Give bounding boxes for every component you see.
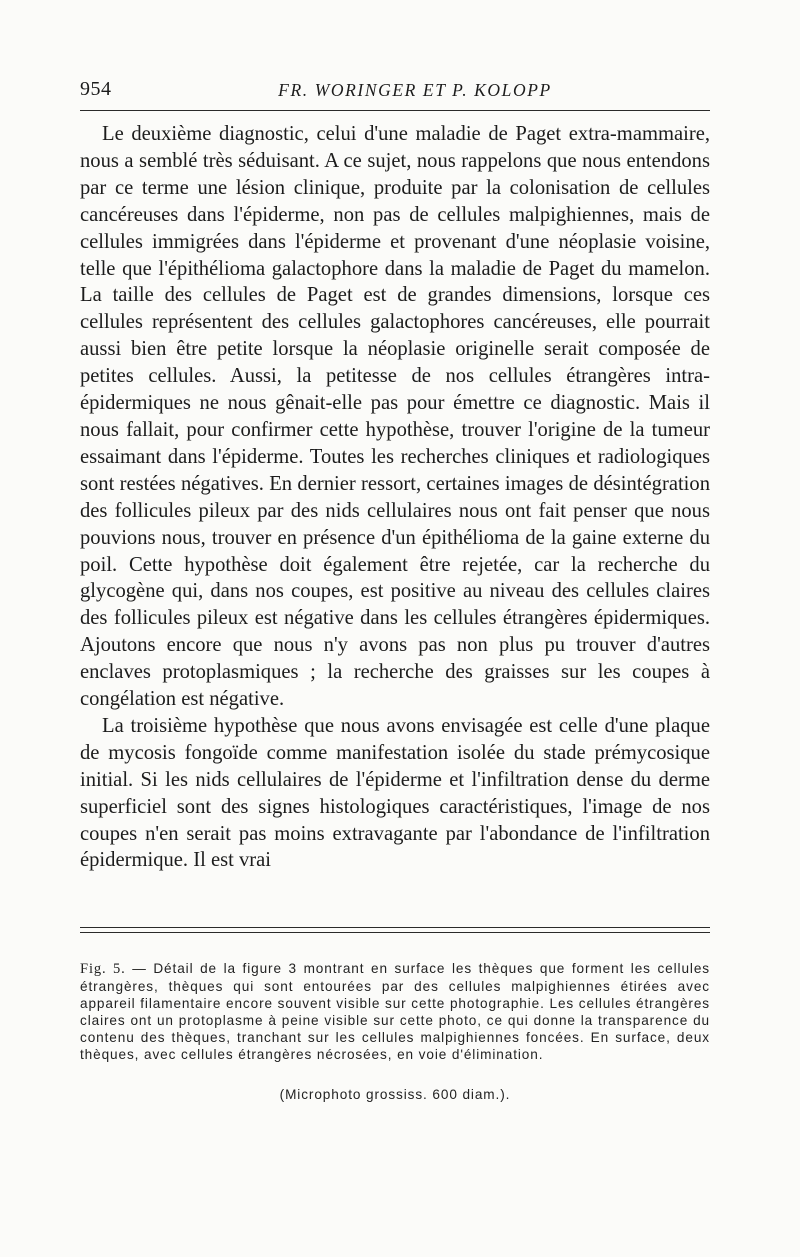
figure-label: Fig. 5. [80,961,126,977]
caption-text: — Détail de la figure 3 montrant en surface les thèques que forment les cellules étrangères, thèques qui sont entourées par des cellules malpighiennes étirées avec appareil filamentaire encore souvent visible sur cette photographie. Les cellules étrangères claires ont un protoplasme à peine visible sur cette photo, ce qui donne la transparence du contenu des thèques, tranchant sur les cellules malpighiennes foncées. En surface, deux thèques, avec cellules étrangères nécrosées, en voie d'élimination. [80,961,710,1062]
body-text [80,121,710,874]
separator-rule [80,932,710,933]
figure-credit: (Microphoto grossiss. 600 diam.). [279,1087,511,1102]
figure-caption [80,960,710,1063]
paragraph: Le deuxième diagnostic, celui d'une maladie de Paget extra-mammaire, nous a semblé très séduisant. A ce sujet, nous rappelons que nous entendons par ce terme une lésion clinique, produite par la colonisation de cellules cancéreuses dans l'épiderme, non pas de cellules malpighiennes, mais de cellules immigrées dans l'épiderme et provenant d'une néoplasie voisine, telle que l'épithélioma galactophore dans la maladie de Paget du mamelon. La taille des cellules de Paget est de grandes dimensions, lorsque ces cellules représentent des cellules galactophores cancéreuses, elle pourrait aussi bien être petite lorsque la néoplasie originelle serait composée de petites cellules. Aussi, la petitesse de nos cellules étrangères intra-épidermiques ne nous gênait-elle pas pour émettre ce diagnostic. Mais il nous fallait, pour confirmer cette hypothèse, trouver l'origine de la tumeur essaimant dans l'épiderme. Toutes les recherches cliniques et radiologiques sont restées négatives. En dernier ressort, certaines images de désintégration des follicules pileux par des nids cellulaires nous ont fait penser que nous pouvions nous, trouver en présence d'un épithélioma de la gaine externe du poil. Cette hypothèse doit également être rejetée, car la recherche du glycogène qui, dans nos coupes, est positive au niveau des cellules claires des follicules pileux est négative dans les cellules étrangères épidermiques. Ajoutons encore que nous n'y avons pas non plus pu trouver d'autres enclaves protoplasmiques ; la recherche des graisses sur les coupes à congélation est négative. [80,123,710,711]
page-number: 954 [80,78,112,100]
paragraph: La troisième hypothèse que nous avons envisagée est celle d'une plaque de mycosis fongoïde comme manifestation isolée du stade prémycosique initial. Si les nids cellulaires de l'épiderme et l'infiltration dense du derme superficiel sont des signes histologiques caractéristiques, l'image de nos coupes n'en serait pas moins extravagante par l'abondance de l'infiltration épidermique. Il est vrai [80,714,710,872]
figure-separator [80,927,710,933]
page-header [80,78,710,106]
separator-rule [80,927,710,928]
header-rule [80,110,710,111]
running-head: FR. WORINGER ET P. KOLOPP [278,80,552,100]
caption-paragraph [80,960,710,1063]
